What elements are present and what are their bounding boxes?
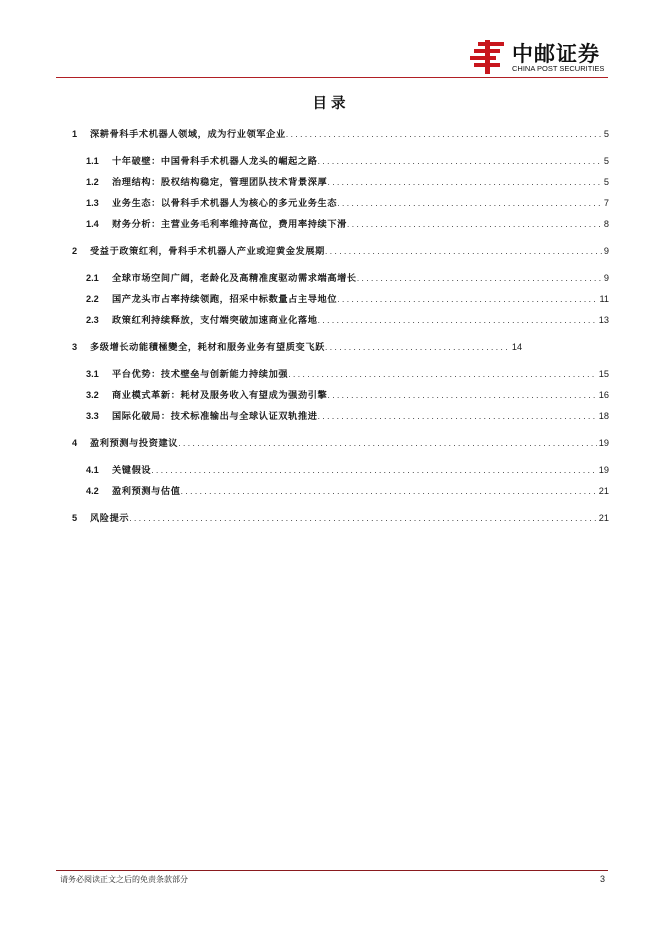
toc-entry-page: 8 bbox=[603, 219, 609, 229]
toc-entry-number: 2 bbox=[72, 246, 78, 256]
disclaimer-note: 请务必阅读正文之后的免责条款部分 bbox=[60, 875, 188, 884]
toc-entry-number: 3 bbox=[72, 342, 78, 352]
toc-leader-dots bbox=[178, 436, 597, 452]
toc-entry-title: 受益于政策红利，骨科手术机器人产业或迎黄金发展期 bbox=[90, 246, 325, 257]
toc-leader-dots bbox=[327, 175, 602, 191]
toc-entry[interactable] bbox=[86, 387, 609, 403]
toc-entry-number: 1 bbox=[72, 129, 78, 139]
toc-entry-number: 2.2 bbox=[86, 294, 99, 304]
toc-entry-number: 3.3 bbox=[86, 411, 99, 421]
toc-leader-dots bbox=[327, 388, 596, 404]
toc-entry-page: 9 bbox=[603, 273, 609, 283]
toc-entry-page: 16 bbox=[598, 390, 609, 400]
toc-entry[interactable] bbox=[72, 243, 609, 259]
brand-name-cn: 中邮证券 bbox=[512, 42, 600, 66]
toc-entry-title: 深耕骨科手术机器人领域，成为行业领军企业 bbox=[90, 129, 286, 140]
toc-entry-title: 风险提示 bbox=[90, 513, 130, 524]
toc-entry[interactable] bbox=[72, 435, 609, 451]
toc-entry-page: 5 bbox=[603, 156, 609, 166]
toc-entry-page: 19 bbox=[598, 465, 609, 475]
toc-entry[interactable] bbox=[86, 366, 609, 382]
toc-entry-title: 平台优势：技术壁垒与创新能力持续加强 bbox=[112, 369, 289, 380]
toc-entry-title: 治理结构：股权结构稳定，管理团队技术背景深厚 bbox=[112, 177, 328, 188]
toc-entry-number: 2.1 bbox=[86, 273, 99, 283]
china-post-logo-icon bbox=[468, 40, 508, 74]
toc-entry-title: 多级增长动能積極變全，耗材和服务业务有望质变飞跃 bbox=[90, 342, 325, 353]
toc-leader-dots bbox=[325, 244, 602, 260]
toc-leader-dots bbox=[286, 127, 602, 143]
toc-leader-dots bbox=[151, 463, 597, 479]
toc-entry[interactable] bbox=[86, 462, 609, 478]
toc-entry-number: 4.2 bbox=[86, 486, 99, 496]
toc-entry-title: 盈利预测与投资建议 bbox=[90, 438, 179, 449]
toc-entry-number: 4.1 bbox=[86, 465, 99, 475]
toc-entry-page: 5 bbox=[603, 129, 609, 139]
toc-entry[interactable] bbox=[86, 216, 609, 232]
toc-entry-number: 1.4 bbox=[86, 219, 99, 229]
toc-leader-dots bbox=[318, 154, 602, 170]
toc-entry-title: 财务分析：主营业务毛利率维持高位，费用率持续下滑 bbox=[112, 219, 347, 230]
toc-entry-page: 14 bbox=[511, 342, 523, 352]
header-divider bbox=[56, 77, 608, 78]
toc-title: 目录 bbox=[312, 96, 350, 112]
toc-entry-number: 4 bbox=[72, 438, 78, 448]
toc-leader-dots bbox=[288, 367, 597, 383]
toc-leader-dots bbox=[181, 484, 597, 500]
toc-entry-number: 3.1 bbox=[86, 369, 99, 379]
toc-entry-title: 国产龙头市占率持续领跑，招采中标数量占主导地位 bbox=[112, 294, 338, 305]
toc-entry-number: 1.3 bbox=[86, 198, 99, 208]
toc-entry[interactable] bbox=[86, 312, 609, 328]
toc-entry[interactable] bbox=[86, 153, 609, 169]
toc-entry[interactable] bbox=[72, 510, 609, 526]
toc-entry-page: 7 bbox=[603, 198, 609, 208]
toc-entry-page: 5 bbox=[603, 177, 609, 187]
toc-entry[interactable] bbox=[86, 483, 609, 499]
toc-entry-title: 国际化破局：技术标准输出与全球认证双轨推进 bbox=[112, 411, 318, 422]
toc-leader-dots bbox=[318, 409, 597, 425]
toc-entry[interactable] bbox=[86, 270, 609, 286]
page-number: 3 bbox=[600, 874, 606, 884]
toc-leader-dots bbox=[357, 271, 602, 287]
toc-entry-number: 5 bbox=[72, 513, 78, 523]
toc-leader-dots bbox=[318, 313, 597, 329]
toc-leader-dots bbox=[337, 292, 597, 308]
toc-leader-dots bbox=[129, 511, 597, 527]
toc-entry-page: 9 bbox=[603, 246, 609, 256]
toc-entry-title: 商业模式革新：耗材及服务收入有望成为强劲引擎 bbox=[112, 390, 328, 401]
toc-entry[interactable] bbox=[86, 291, 609, 307]
toc-entry-title: 业务生态：以骨科手术机器人为核心的多元业务生态 bbox=[112, 198, 338, 209]
toc-entry[interactable] bbox=[72, 339, 609, 355]
toc-entry-title: 全球市场空间广阔，老龄化及高精准度驱动需求端高增长 bbox=[112, 273, 357, 284]
brand-name-en: CHINA POST SECURITIES bbox=[512, 64, 605, 73]
toc-entry-page: 21 bbox=[598, 513, 609, 523]
toc-entry-page: 19 bbox=[598, 438, 609, 448]
toc-entry[interactable] bbox=[86, 195, 609, 211]
toc-leader-dots bbox=[347, 217, 602, 233]
toc-entry-page: 13 bbox=[598, 315, 609, 325]
toc-entry-number: 3.2 bbox=[86, 390, 99, 400]
toc-entry-number: 1.1 bbox=[86, 156, 99, 166]
toc-entry[interactable] bbox=[72, 126, 609, 142]
toc-entry-number: 1.2 bbox=[86, 177, 99, 187]
toc-entry-title: 关键假设 bbox=[112, 465, 152, 476]
toc-entry-page: 15 bbox=[598, 369, 609, 379]
toc-entry-number: 2.3 bbox=[86, 315, 99, 325]
toc-leader-dots bbox=[325, 340, 509, 356]
toc-entry-page: 18 bbox=[598, 411, 609, 421]
toc-entry-page: 21 bbox=[598, 486, 609, 496]
brand-logo bbox=[468, 40, 614, 76]
toc-entry-page: 11 bbox=[599, 294, 609, 304]
toc-leader-dots bbox=[337, 196, 602, 212]
toc-entry-title: 盈利预测与估值 bbox=[112, 486, 181, 497]
toc-entry[interactable] bbox=[86, 174, 609, 190]
toc-entry-title: 政策红利持续释放，支付端突破加速商业化落地 bbox=[112, 315, 318, 326]
toc-entry-title: 十年破壁：中国骨科手术机器人龙头的崛起之路 bbox=[112, 156, 318, 167]
toc-entry[interactable] bbox=[86, 408, 609, 424]
footer-divider bbox=[56, 870, 608, 871]
